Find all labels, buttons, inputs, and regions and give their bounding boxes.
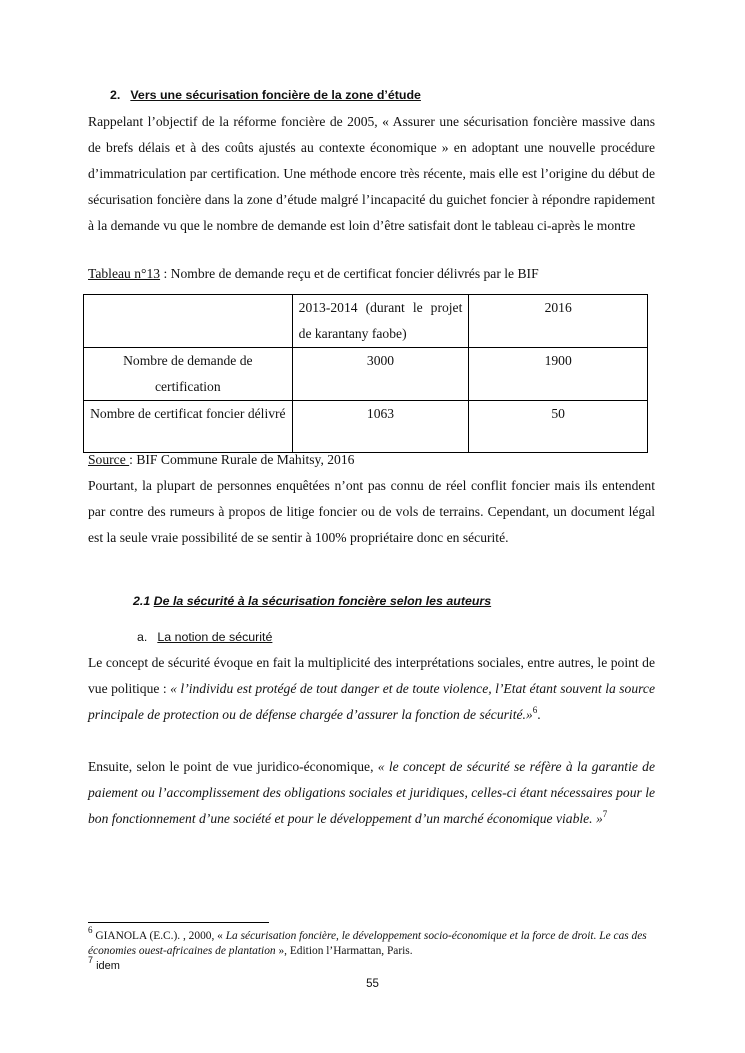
table-header-row xyxy=(84,295,648,348)
section-number: 2.1 xyxy=(133,594,154,608)
footnote-author: GIANOLA (E.C.). , 2000, « xyxy=(92,930,226,942)
table-row-label: Nombre de certificat foncier délivré xyxy=(84,401,293,453)
quote-text: « l’individu est protégé de tout danger et de toute violence, l’Etat étant souvent la source principale de protection ou de défense chargée d’assurer la fonction de sécurité.» xyxy=(88,681,655,722)
paragraph-intro: Rappelant l’objectif de la réforme foncière de 2005, « Assurer une sécurisation foncière massive dans de brefs délais et à des coûts ajustés au contexte économique » en adoptant une nouvelle procédure d’immatriculation par certification. Une méthode encore très récente, mais elle est l’origine du début de sécurisation foncière dans la zone d’étude malgré l’incapacité du guichet foncier à répondre rapidement à la demande vu que le nombre de demande est loin d’être satisfait dont le tableau ci-après le montre xyxy=(88,114,655,233)
section-2-1-heading xyxy=(133,594,491,608)
paragraph-security-economic xyxy=(88,754,655,832)
table-row xyxy=(84,401,648,453)
table-row xyxy=(84,348,648,401)
data-table xyxy=(83,294,648,453)
paragraph-text: Ensuite, selon le point de vue juridico-économique, xyxy=(88,759,378,774)
footnote-ref: 7 xyxy=(602,809,608,819)
table-source-text: : BIF Commune Rurale de Mahitsy, 2016 xyxy=(129,452,355,467)
paragraph-security-political xyxy=(88,650,655,728)
table-cell: 50 xyxy=(469,401,648,453)
table-header-cell: 2016 xyxy=(469,295,648,348)
footnote-text: idem xyxy=(93,960,120,972)
quote-text: « le concept de sécurité se réfère à la garantie de paiement ou l’accomplissement des obligations sociales et juridiques, celles-ci étant nécessaires pour le bon fonctionnement d’une société et pour le développement d’un marché économique viable. » xyxy=(88,759,655,826)
footnote-mark: 6 xyxy=(88,925,93,935)
table-caption xyxy=(88,266,539,282)
table-cell: 3000 xyxy=(292,348,469,401)
footnote-separator xyxy=(88,922,269,923)
table-source xyxy=(88,452,354,468)
section-2-heading xyxy=(110,88,421,102)
footnote-ref: 6 xyxy=(532,705,538,715)
subsection-title: La notion de sécurité xyxy=(157,630,273,644)
section-title: De la sécurité à la sécurisation foncière selon les auteurs xyxy=(153,594,492,608)
subsection-letter: a. xyxy=(137,630,148,644)
section-title: Vers une sécurisation foncière de la zone d’étude xyxy=(130,88,421,102)
table-header-cell xyxy=(84,295,293,348)
table-header-cell: 2013-2014 (durant le projet de karantany faobe) xyxy=(292,295,469,348)
footnote-title: La sécurisation foncière, le développement socio-économique et la force de droit. Le cas des économies ouest-africaines de plantation xyxy=(88,930,647,957)
paragraph-text: Le concept de sécurité évoque en fait la multiplicité des interprétations sociales, entre autres, le point de vue politique : xyxy=(88,655,655,696)
table-caption-label: Tableau n°13 xyxy=(88,266,161,281)
footnote-6 xyxy=(88,925,658,959)
footnote-mark: 7 xyxy=(88,955,94,965)
paragraph-conflict: Pourtant, la plupart de personnes enquêtées n’ont pas connu de réel conflit foncier mais ils entendent par contre des rumeurs à propos de litige foncier ou de vols de terrains. Cependant, un document légal est la seule vraie possibilité de se sentir à 100% propriétaire donc en sécurité. xyxy=(88,478,655,545)
table-caption-text: : Nombre de demande reçu et de certificat foncier délivrés par le BIF xyxy=(160,266,539,281)
section-number: 2. xyxy=(110,88,121,102)
footnote-publisher: », Edition l’Harmattan, Paris. xyxy=(275,945,413,957)
table-cell: 1063 xyxy=(292,401,469,453)
table-cell: 1900 xyxy=(469,348,648,401)
table-source-label: Source xyxy=(88,452,130,467)
table-row-label: Nombre de demande de certification xyxy=(84,348,293,401)
subsection-a-heading xyxy=(137,630,272,644)
paragraph-text: . xyxy=(537,707,541,722)
footnote-7 xyxy=(88,955,658,974)
page-number: 55 xyxy=(366,978,379,990)
